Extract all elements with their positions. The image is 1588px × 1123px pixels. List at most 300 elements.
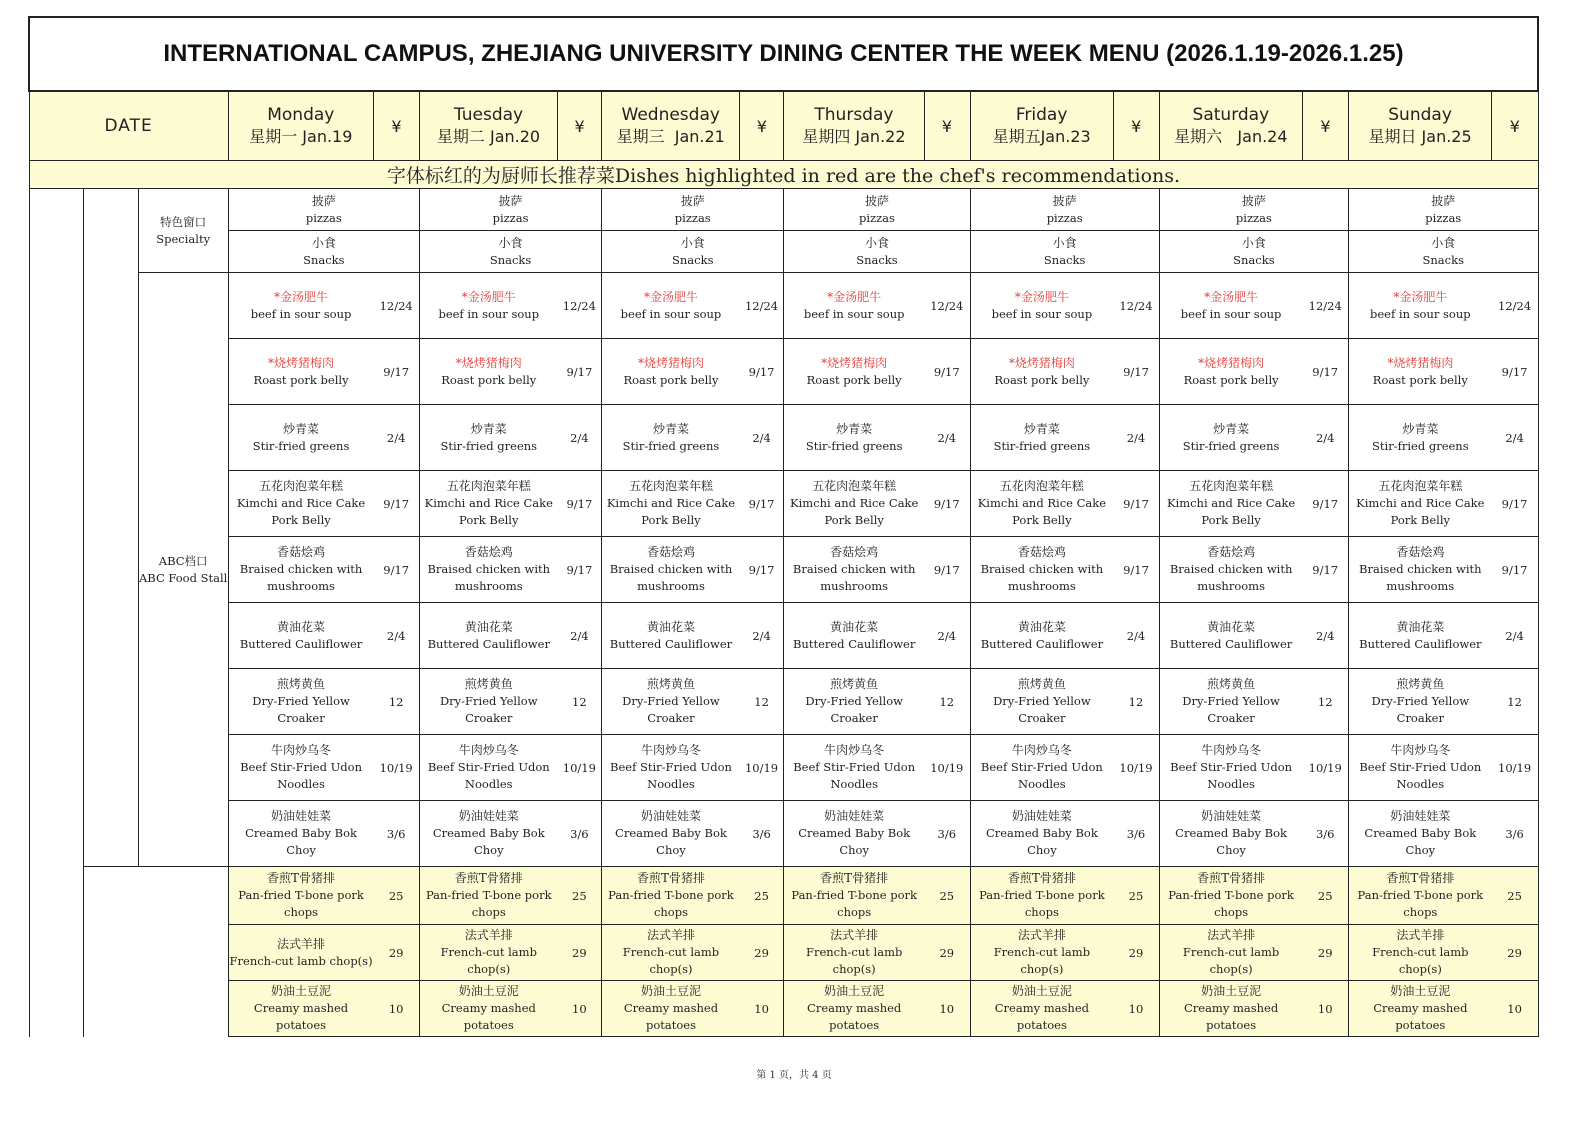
dish-name-cn: 炒青菜 — [836, 421, 873, 436]
western-row — [29, 867, 1538, 925]
dish-name-cn: 香煎T骨猪排 — [1197, 871, 1266, 885]
dish-name-en: pizzas — [492, 210, 529, 225]
dish-name-cn: 香菇烩鸡 — [1207, 545, 1256, 559]
dish-name-en: Pan-fried T-bone pork chops — [608, 888, 734, 919]
dish-name-en: Stir-fried greens — [1372, 438, 1469, 453]
dish-price: 2/4 — [1113, 405, 1159, 471]
dish-price: 29 — [1492, 925, 1538, 981]
dish-price: 10 — [1302, 981, 1348, 1037]
day-name: Friday — [1015, 105, 1068, 125]
dish-price: 12 — [1113, 669, 1159, 735]
dish-name-cn: *金汤肥牛 — [827, 289, 882, 304]
dish-name-en: Dry-Fried Yellow Croaker — [622, 694, 720, 725]
dish-name-en: Braised chicken with mushrooms — [427, 562, 551, 593]
dish-name-cn: 五花肉泡菜年糕 — [628, 479, 713, 493]
weekly-menu-table — [28, 16, 1539, 1037]
dish-cell — [1159, 981, 1302, 1037]
dish-name-cn: 奶油娃娃菜 — [458, 809, 519, 823]
dish-price: 9/17 — [1302, 339, 1348, 405]
dish-name-en: Buttered Cauliflower — [1169, 636, 1293, 651]
dish-name-cn: 奶油土豆泥 — [458, 984, 519, 998]
specialty-row — [29, 189, 1538, 231]
dish-price: 9/17 — [373, 339, 419, 405]
dish-name-en: Buttered Cauliflower — [1359, 636, 1482, 651]
abc-row — [29, 735, 1538, 801]
dish-price: 9/17 — [924, 537, 970, 603]
dish-price: 2/4 — [1302, 603, 1348, 669]
menu-title: INTERNATIONAL CAMPUS, ZHEJIANG UNIVERSITY DINING CENTER THE WEEK MENU (2026.1.19-2026.1.25) — [29, 17, 1538, 91]
dish-price: 9/17 — [1113, 471, 1159, 537]
dish-cell — [602, 231, 784, 273]
dish-name-en: Stir-fried greens — [993, 438, 1091, 453]
dish-price: 2/4 — [558, 405, 602, 471]
dish-name-cn: 煎烤黄鱼 — [277, 677, 326, 691]
currency-icon: ¥ — [373, 91, 419, 161]
dish-cell — [602, 471, 740, 537]
dish-name-cn: 法式羊排 — [464, 928, 513, 942]
dish-name-en: Dry-Fried Yellow Croaker — [1182, 694, 1280, 725]
dish-cell — [970, 735, 1113, 801]
dish-name-cn: 小食 — [680, 235, 705, 250]
dish-name-cn: 法式羊排 — [1396, 928, 1445, 942]
dish-price: 3/6 — [924, 801, 970, 867]
dish-name-en: Creamy mashed potatoes — [807, 1001, 902, 1032]
dish-cell — [1348, 801, 1491, 867]
dish-name-cn: 披萨 — [1052, 193, 1077, 208]
dish-name-cn: 奶油娃娃菜 — [271, 809, 332, 823]
dish-name-en: Dry-Fried Yellow Croaker — [805, 694, 903, 725]
dish-price: 9/17 — [1492, 339, 1538, 405]
dish-cell — [602, 867, 740, 925]
dish-name-en: Creamed Baby Bok Choy — [245, 826, 357, 857]
dish-cell — [784, 735, 924, 801]
dish-name-en: Snacks — [303, 252, 345, 267]
dish-price: 2/4 — [740, 603, 784, 669]
dish-price: 9/17 — [558, 537, 602, 603]
dish-name-cn: 煎烤黄鱼 — [1207, 677, 1256, 691]
dish-name-cn: 牛肉炒乌冬 — [1201, 743, 1262, 757]
dish-name-cn: 炒青菜 — [652, 421, 689, 436]
dish-name-cn: 炒青菜 — [283, 421, 320, 436]
stall-specialty — [138, 189, 228, 273]
currency-icon: ¥ — [740, 91, 784, 161]
dish-price: 10 — [740, 981, 784, 1037]
dish-price: 9/17 — [373, 471, 419, 537]
abc-row — [29, 537, 1538, 603]
day-name: Tuesday — [453, 105, 524, 125]
dish-cell — [784, 801, 924, 867]
dish-price: 9/17 — [1113, 339, 1159, 405]
dish-price: 12 — [1492, 669, 1538, 735]
dish-cell — [419, 925, 557, 981]
dish-price: 10/19 — [1302, 735, 1348, 801]
dish-name-cn: *金汤肥牛 — [1204, 289, 1259, 304]
dish-name-en: pizzas — [674, 210, 711, 225]
dish-price: 12/24 — [1492, 273, 1538, 339]
dish-name-en: Roast pork belly — [1372, 372, 1468, 387]
dish-cell — [784, 669, 924, 735]
dish-name-en: Buttered Cauliflower — [980, 636, 1104, 651]
dish-name-cn: 披萨 — [680, 193, 705, 208]
dish-price: 10/19 — [924, 735, 970, 801]
dish-name-cn: 奶油娃娃菜 — [824, 809, 885, 823]
dish-name-cn: 香菇烩鸡 — [464, 545, 513, 559]
dish-cell — [602, 801, 740, 867]
day-name: Sunday — [1388, 105, 1452, 125]
dish-name-en: Pan-fried T-bone pork chops — [979, 888, 1105, 919]
dish-name-en: French-cut lamb chop(s) — [805, 945, 903, 976]
dish-name-en: Beef Stir-Fried Udon Noodles — [793, 760, 916, 791]
dish-cell — [602, 189, 784, 231]
day-name: Saturday — [1192, 105, 1270, 125]
dish-name-cn: 黄油花菜 — [1396, 619, 1445, 634]
dish-name-en: Beef Stir-Fried Udon Noodles — [240, 760, 362, 791]
dish-name-cn: *烧烤猪梅肉 — [1387, 355, 1454, 370]
dish-cell — [970, 669, 1113, 735]
dish-name-cn: 黄油花菜 — [464, 619, 513, 634]
dish-price: 2/4 — [1302, 405, 1348, 471]
dish-name-en: Creamed Baby Bok Choy — [985, 826, 1098, 857]
dish-name-en: Beef Stir-Fried Udon Noodles — [1170, 760, 1293, 791]
dish-price: 3/6 — [558, 801, 602, 867]
dish-name-en: Pan-fried T-bone pork chops — [1168, 888, 1294, 919]
dish-cell — [1348, 867, 1491, 925]
blank-cell — [83, 867, 228, 1037]
dish-name-cn: 五花肉泡菜年糕 — [999, 479, 1084, 493]
dish-name-cn: 奶油土豆泥 — [1011, 984, 1072, 998]
abc-row — [29, 405, 1538, 471]
dish-name-en: Snacks — [672, 252, 714, 267]
dish-name-en: Stir-fried greens — [440, 438, 538, 453]
dish-name-cn: 法式羊排 — [830, 928, 879, 942]
dish-cell — [970, 801, 1113, 867]
currency-icon: ¥ — [924, 91, 970, 161]
dish-name-cn: 披萨 — [311, 193, 336, 208]
dish-name-en: Kimchi and Rice Cake Pork Belly — [790, 496, 919, 527]
day-header-sunday — [1348, 91, 1491, 161]
dish-name-en: Pan-fried T-bone pork chops — [791, 888, 917, 919]
dish-name-cn: 炒青菜 — [1023, 421, 1060, 436]
dish-name-cn: *烧烤猪梅肉 — [1008, 355, 1075, 370]
dish-name-cn: 奶油土豆泥 — [1390, 984, 1451, 998]
dish-name-cn: 小食 — [311, 235, 336, 250]
recommendation-note: 字体标红的为厨师长推荐菜Dishes highlighted in red are the chef's recommendations. — [29, 161, 1538, 189]
dish-price: 9/17 — [740, 471, 784, 537]
dish-name-en: beef in sour soup — [803, 306, 905, 321]
dish-name-en: Snacks — [1233, 252, 1275, 267]
dish-price: 29 — [924, 925, 970, 981]
dish-cell — [970, 273, 1113, 339]
dish-name-cn: 披萨 — [864, 193, 889, 208]
dish-name-en: Creamy mashed potatoes — [623, 1001, 719, 1032]
dish-name-cn: 香煎T骨猪排 — [267, 871, 336, 885]
dish-cell — [1348, 273, 1491, 339]
dish-cell — [228, 735, 373, 801]
dish-name-en: French-cut lamb chop(s) — [229, 953, 373, 968]
dish-price: 12 — [558, 669, 602, 735]
dish-name-en: Creamed Baby Bok Choy — [615, 826, 727, 857]
dish-price: 9/17 — [1492, 471, 1538, 537]
dish-cell — [1159, 735, 1302, 801]
dish-cell — [1348, 925, 1491, 981]
dish-name-en: Creamed Baby Bok Choy — [1364, 826, 1477, 857]
day-header-friday — [970, 91, 1113, 161]
day-date: 星期五Jan.23 — [992, 127, 1091, 146]
dish-name-cn: 牛肉炒乌冬 — [458, 743, 519, 757]
dish-cell — [1159, 273, 1302, 339]
dish-name-en: Creamy mashed potatoes — [994, 1001, 1090, 1032]
dish-cell — [419, 405, 557, 471]
dish-price: 12 — [740, 669, 784, 735]
stall-abc — [138, 273, 228, 867]
dish-cell — [970, 339, 1113, 405]
dish-price: 2/4 — [924, 405, 970, 471]
dish-cell — [970, 867, 1113, 925]
dish-cell — [784, 981, 924, 1037]
dish-name-cn: 黄油花菜 — [277, 619, 326, 634]
dish-cell — [228, 925, 373, 981]
dish-price: 9/17 — [924, 339, 970, 405]
dish-cell — [602, 981, 740, 1037]
dish-price: 2/4 — [1113, 603, 1159, 669]
blank-cell — [83, 189, 138, 867]
day-name: Thursday — [814, 105, 894, 125]
abc-row — [29, 801, 1538, 867]
abc-row — [29, 471, 1538, 537]
dish-name-cn: 煎烤黄鱼 — [830, 677, 879, 691]
dish-name-en: Kimchi and Rice Cake Pork Belly — [236, 496, 366, 527]
dish-name-en: Buttered Cauliflower — [609, 636, 733, 651]
dish-price: 25 — [558, 867, 602, 925]
dish-cell — [784, 925, 924, 981]
abc-row — [29, 273, 1538, 339]
dish-name-cn: 牛肉炒乌冬 — [271, 743, 332, 757]
dish-name-cn: *金汤肥牛 — [274, 289, 329, 304]
day-date: 星期三 Jan.21 — [616, 127, 725, 146]
dish-price: 2/4 — [373, 405, 419, 471]
dish-name-cn: 小食 — [498, 235, 523, 250]
dish-name-cn: 五花肉泡菜年糕 — [1378, 479, 1463, 493]
dish-price: 12/24 — [740, 273, 784, 339]
dish-name-en: Pan-fried T-bone pork chops — [425, 888, 552, 919]
dish-name-en: Creamed Baby Bok Choy — [1175, 826, 1288, 857]
dish-name-cn: 奶油娃娃菜 — [1011, 809, 1072, 823]
dish-cell — [1348, 735, 1491, 801]
dish-name-en: Roast pork belly — [441, 372, 537, 387]
dish-name-en: Braised chicken with mushrooms — [609, 562, 733, 593]
dish-name-cn: 法式羊排 — [1207, 928, 1256, 942]
dish-name-cn: 黄油花菜 — [1207, 619, 1256, 634]
dish-cell — [1348, 405, 1491, 471]
dish-name-en: Pan-fried T-bone pork chops — [1357, 888, 1484, 919]
dish-cell — [970, 537, 1113, 603]
dish-name-cn: 披萨 — [1431, 193, 1456, 208]
dish-price: 10/19 — [740, 735, 784, 801]
dish-cell — [970, 981, 1113, 1037]
dish-name-en: Creamy mashed potatoes — [253, 1001, 349, 1032]
dish-name-en: French-cut lamb chop(s) — [1182, 945, 1280, 976]
dish-price: 25 — [1302, 867, 1348, 925]
dish-cell — [419, 735, 557, 801]
dish-cell — [784, 405, 924, 471]
dish-cell — [970, 189, 1159, 231]
dish-price: 25 — [740, 867, 784, 925]
day-name: Monday — [267, 105, 335, 125]
dish-cell — [784, 339, 924, 405]
dish-name-cn: 黄油花菜 — [646, 619, 695, 634]
dish-name-en: Dry-Fried Yellow Croaker — [439, 694, 538, 725]
dish-name-cn: 小食 — [1431, 235, 1456, 250]
dish-name-en: beef in sour soup — [250, 306, 352, 321]
dish-price: 9/17 — [924, 471, 970, 537]
dish-price: 10 — [1492, 981, 1538, 1037]
menu-sheet — [28, 16, 1539, 1037]
dish-price: 25 — [924, 867, 970, 925]
dish-name-cn: 煎烤黄鱼 — [646, 677, 695, 691]
dish-name-en: Snacks — [856, 252, 898, 267]
day-header-saturday — [1159, 91, 1302, 161]
dish-price: 3/6 — [1113, 801, 1159, 867]
dish-name-cn: 炒青菜 — [470, 421, 507, 436]
dish-cell — [1159, 231, 1348, 273]
dish-name-en: beef in sour soup — [1180, 306, 1282, 321]
dish-price: 12 — [924, 669, 970, 735]
dish-name-cn: 香煎T骨猪排 — [1007, 871, 1076, 885]
dish-price: 2/4 — [558, 603, 602, 669]
day-date: 星期四 Jan.22 — [802, 127, 906, 146]
day-date: 星期六 Jan.24 — [1174, 127, 1288, 146]
dish-cell — [602, 405, 740, 471]
dish-price: 29 — [1113, 925, 1159, 981]
dish-price: 2/4 — [1492, 603, 1538, 669]
dish-name-en: Pan-fried T-bone pork chops — [238, 888, 364, 919]
dish-name-cn: 牛肉炒乌冬 — [824, 743, 885, 757]
abc-row — [29, 339, 1538, 405]
dish-name-cn: 法式羊排 — [277, 936, 326, 951]
dish-name-cn: 煎烤黄鱼 — [1396, 677, 1445, 691]
dish-cell — [602, 537, 740, 603]
blank-cell — [29, 189, 83, 1037]
dish-price: 12 — [1302, 669, 1348, 735]
dish-name-cn: *金汤肥牛 — [1014, 289, 1069, 304]
dish-name-en: pizzas — [1425, 210, 1462, 225]
dish-price: 10 — [1113, 981, 1159, 1037]
dish-name-en: Creamy mashed potatoes — [441, 1001, 536, 1032]
dish-name-cn: 小食 — [1241, 235, 1266, 250]
dish-cell — [602, 339, 740, 405]
western-row — [29, 925, 1538, 981]
dish-name-cn: 香煎T骨猪排 — [636, 871, 705, 885]
dish-name-en: beef in sour soup — [991, 306, 1093, 321]
dish-name-cn: 披萨 — [1241, 193, 1266, 208]
dish-price: 2/4 — [1492, 405, 1538, 471]
dish-cell — [784, 273, 924, 339]
dish-price: 12/24 — [373, 273, 419, 339]
dish-name-en: beef in sour soup — [1370, 306, 1471, 321]
dish-name-en: Kimchi and Rice Cake Pork Belly — [606, 496, 736, 527]
dish-cell — [228, 981, 373, 1037]
dish-cell — [1348, 603, 1491, 669]
dish-name-en: Buttered Cauliflower — [792, 636, 916, 651]
dish-price: 29 — [373, 925, 419, 981]
dish-cell — [1159, 801, 1302, 867]
dish-cell — [228, 537, 373, 603]
dish-name-cn: 奶油娃娃菜 — [1201, 809, 1262, 823]
dish-price: 12/24 — [1113, 273, 1159, 339]
dish-name-en: Kimchi and Rice Cake Pork Belly — [1166, 496, 1296, 527]
dish-price: 25 — [1492, 867, 1538, 925]
currency-icon: ¥ — [1302, 91, 1348, 161]
dish-name-en: Snacks — [1422, 252, 1464, 267]
currency-icon: ¥ — [1492, 91, 1538, 161]
dish-cell — [602, 669, 740, 735]
dish-price: 29 — [1302, 925, 1348, 981]
dish-cell — [419, 339, 557, 405]
dish-name-en: Kimchi and Rice Cake Pork Belly — [977, 496, 1107, 527]
dish-name-en: Stir-fried greens — [1182, 438, 1280, 453]
dish-price: 10/19 — [558, 735, 602, 801]
dish-cell — [1159, 339, 1302, 405]
stall-name-cn: ABC档口 — [158, 553, 208, 568]
dish-name-en: Kimchi and Rice Cake Pork Belly — [424, 496, 553, 527]
dish-price: 12/24 — [558, 273, 602, 339]
dish-cell — [784, 231, 970, 273]
specialty-row — [29, 231, 1538, 273]
dish-price: 9/17 — [740, 537, 784, 603]
dish-name-cn: *烧烤猪梅肉 — [1198, 355, 1265, 370]
dish-cell — [419, 231, 601, 273]
dish-price: 9/17 — [558, 471, 602, 537]
dish-cell — [784, 867, 924, 925]
currency-icon: ¥ — [1113, 91, 1159, 161]
dish-name-cn: 牛肉炒乌冬 — [1390, 743, 1451, 757]
dish-name-en: Kimchi and Rice Cake Pork Belly — [1356, 496, 1485, 527]
dish-name-en: Creamy mashed potatoes — [1373, 1001, 1468, 1032]
dish-cell — [602, 603, 740, 669]
dish-price: 12/24 — [924, 273, 970, 339]
dish-price: 10/19 — [1492, 735, 1538, 801]
dish-name-en: pizzas — [858, 210, 895, 225]
dish-name-cn: 煎烤黄鱼 — [464, 677, 513, 691]
dish-name-cn: *金汤肥牛 — [1393, 289, 1448, 304]
dish-name-cn: 五花肉泡菜年糕 — [446, 479, 531, 493]
dish-cell — [228, 405, 373, 471]
dish-cell — [784, 603, 924, 669]
dish-cell — [1348, 981, 1491, 1037]
dish-price: 3/6 — [1302, 801, 1348, 867]
dish-name-cn: 法式羊排 — [1017, 928, 1066, 942]
dish-name-en: Beef Stir-Fried Udon Noodles — [980, 760, 1103, 791]
dish-name-cn: 奶油娃娃菜 — [640, 809, 701, 823]
stall-name-cn: 特色窗口 — [160, 214, 207, 229]
dish-cell — [419, 801, 557, 867]
dish-name-cn: 披萨 — [498, 193, 523, 208]
dish-price: 10 — [558, 981, 602, 1037]
dish-name-cn: 奶油土豆泥 — [1201, 984, 1262, 998]
dish-name-cn: *烧烤猪梅肉 — [455, 355, 522, 370]
dish-name-en: Stir-fried greens — [622, 438, 720, 453]
dish-price: 10 — [924, 981, 970, 1037]
dish-cell — [1348, 339, 1491, 405]
dish-cell — [419, 981, 557, 1037]
dish-name-cn: 香菇烩鸡 — [646, 545, 695, 559]
dish-price: 2/4 — [740, 405, 784, 471]
dish-price: 9/17 — [1302, 537, 1348, 603]
dish-name-en: Roast pork belly — [994, 372, 1090, 387]
dish-name-en: Buttered Cauliflower — [427, 636, 550, 651]
dish-cell — [602, 735, 740, 801]
day-header-thursday — [784, 91, 924, 161]
